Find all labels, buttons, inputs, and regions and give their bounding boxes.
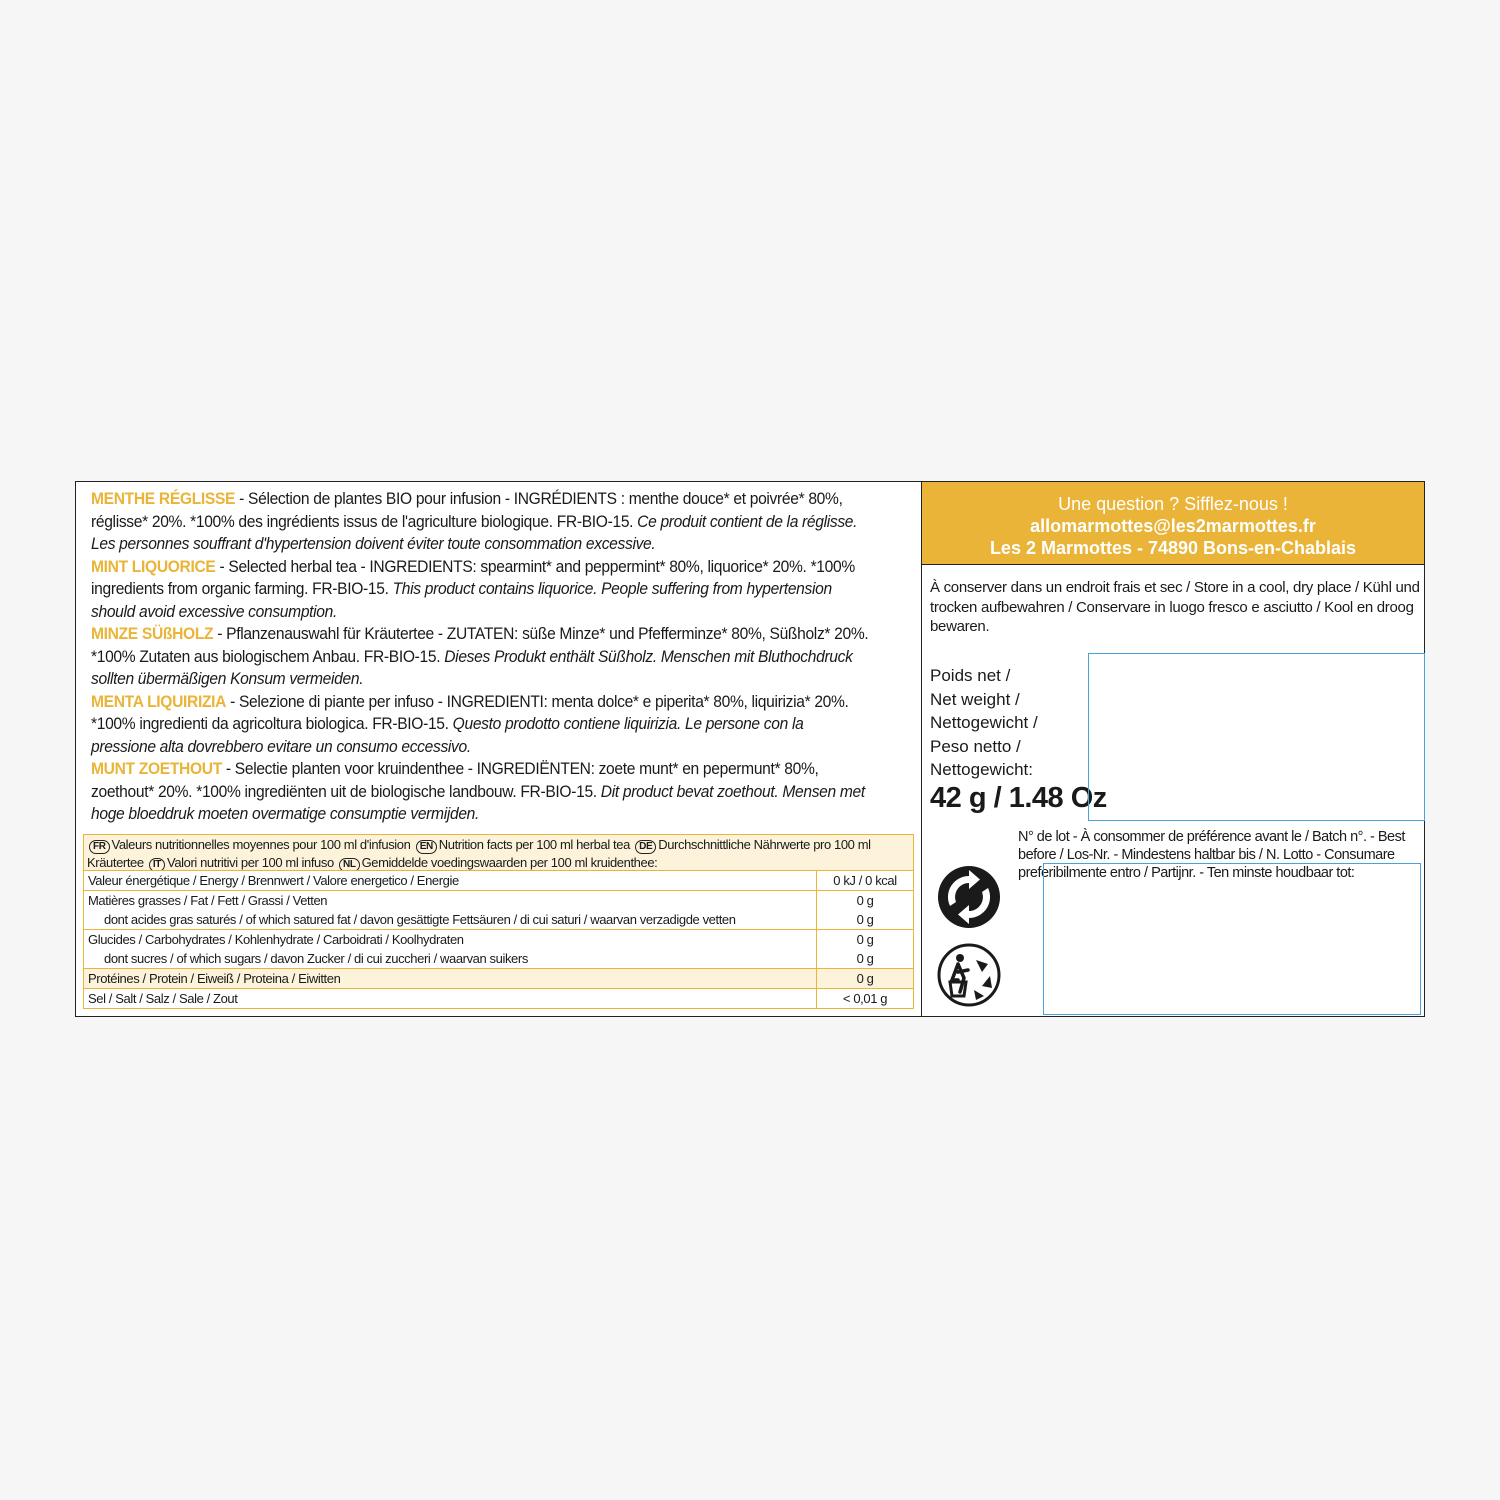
nutrition-table xyxy=(83,834,914,1009)
weight-box xyxy=(1088,653,1425,821)
product-label xyxy=(75,481,1425,1017)
lang-badge-en: EN xyxy=(416,840,437,854)
table-row: Matières grasses / Fat / Fett / Grassi / Vetten dont acides gras saturés / of which satured fat / davon gesättigte Fettsäuren / di cui saturi / waarvan verzadigde vetten 0 g 0 g xyxy=(84,891,913,930)
table-row: Valeur énergétique / Energy / Brennwert / Valore energetico / Energie 0 kJ / 0 kcal xyxy=(84,871,913,891)
lang-badge-it: IT xyxy=(149,858,165,871)
contact-email[interactable]: allomarmottes@les2marmottes.fr xyxy=(1030,516,1316,536)
lot-box xyxy=(1043,863,1421,1015)
tidyman-recycle-icon xyxy=(936,942,1002,1008)
recycle-point-icon xyxy=(936,864,1002,930)
lang-badge-fr: FR xyxy=(89,840,110,854)
nutrition-header: FR Valeurs nutritionnelles moyennes pour 100 ml d'infusion EN Nutrition facts per 100 ml herbal tea DE Durchschnittliche Nährwerte pro 100 ml Kräutertee IT Valori nutritivi per 100 ml infuso NL Gemiddelde voedingswaarden per 100 ml kruidenthee: xyxy=(84,835,913,871)
nutrition-rows xyxy=(84,871,913,1008)
storage-instructions: À conserver dans un endroit frais et sec / Store in a cool, dry place / Kühl und trocken aufbewahren / Conservare in luogo fresco e asciutto / Kool en droog bewaren. xyxy=(930,579,1420,635)
ingredient-nl: MUNT ZOETHOUT - Selectie planten voor kruindenthee - INGREDIËNTEN: zoete munt* en pepermunt* 80%, zoethout* 20%. *100% ingrediënten uit de biologische landbouw. FR-BIO-15. Dit product bevat zoethout. Mensen met hoge bloeddruk moeten overmatige consumptie vermijden. xyxy=(91,759,865,823)
ingredients-panel xyxy=(76,482,922,1016)
ingredient-en: MINT LIQUORICE - Selected herbal tea - INGREDIENTS: spearmint* and peppermint* 80%, liquorice* 20%. *100% ingredients from organic farming. FR-BIO-15. This product contains liquorice. People suffering from hypertension should avoid excessive consumption. xyxy=(91,556,855,621)
ingredient-de: MINZE SÜßHOLZ - Pflanzenauswahl für Kräutertee - ZUTATEN: süße Minze* und Pfefferminze* 80%, Süßholz* 20%. *100% Zutaten aus biologischem Anbau. FR-BIO-15. Dieses Produkt enthält Süßholz. Menschen mit Bluthochdruck sollten übermäßigen Konsum vermeiden. xyxy=(91,624,869,688)
divider xyxy=(922,564,1424,565)
ingredients-text xyxy=(91,488,871,826)
net-weight-value: 42 g / 1.48 Oz xyxy=(930,782,1107,814)
lang-badge-nl: NL xyxy=(339,858,360,871)
lang-badge-de: DE xyxy=(635,840,656,854)
ingredient-fr: MENTHE RÉGLISSE - Sélection de plantes BIO pour infusion - INGRÉDIENTS : menthe douce* et poivrée* 80%, réglisse* 20%. *100% des ingrédients issus de l'agriculture biologique. FR-BIO-15. Ce produit contient de la réglisse. Les personnes souffrant d'hypertension doivent éviter toute consommation excessive. xyxy=(91,489,858,553)
contact-banner: Une question ? Sifflez-nous ! allomarmottes@les2marmottes.fr Les 2 Marmottes - 74890 Bons-en-Chablais xyxy=(922,482,1424,564)
table-row: Sel / Salt / Salz / Sale / Zout < 0,01 g xyxy=(84,989,913,1009)
info-panel xyxy=(922,482,1424,1016)
ingredient-it: MENTA LIQUIRIZIA - Selezione di piante per infuso - INGREDIENTI: menta dolce* e piperita* 80%, liquirizia* 20%. *100% ingredienti da agricoltura biologica. FR-BIO-15. Questo prodotto contiene liquirizia. Le persone con la pressione alta dovrebbero evitare un consumo eccessivo. xyxy=(91,691,849,756)
table-row: Protéines / Protein / Eiweiß / Proteina / Eiwitten 0 g xyxy=(84,969,913,989)
table-row: Glucides / Carbohydrates / Kohlenhydrate / Carboidrati / Koolhydraten dont sucres / of which sugars / davon Zucker / di cui zuccheri / waarvan suikers 0 g 0 g xyxy=(84,930,913,969)
lot-text: N° de lot - À consommer de préférence avant le / Batch n°. - Best before / Los-Nr. - Mindestens haltbar bis / N. Lotto - Consumare preferibilmente entro / Partijnr. - Ten minste houdbaar tot: xyxy=(1018,829,1405,881)
net-weight-labels: Poids net / Net weight / Nettogewicht / Peso netto / Nettogewicht: xyxy=(930,666,1038,779)
